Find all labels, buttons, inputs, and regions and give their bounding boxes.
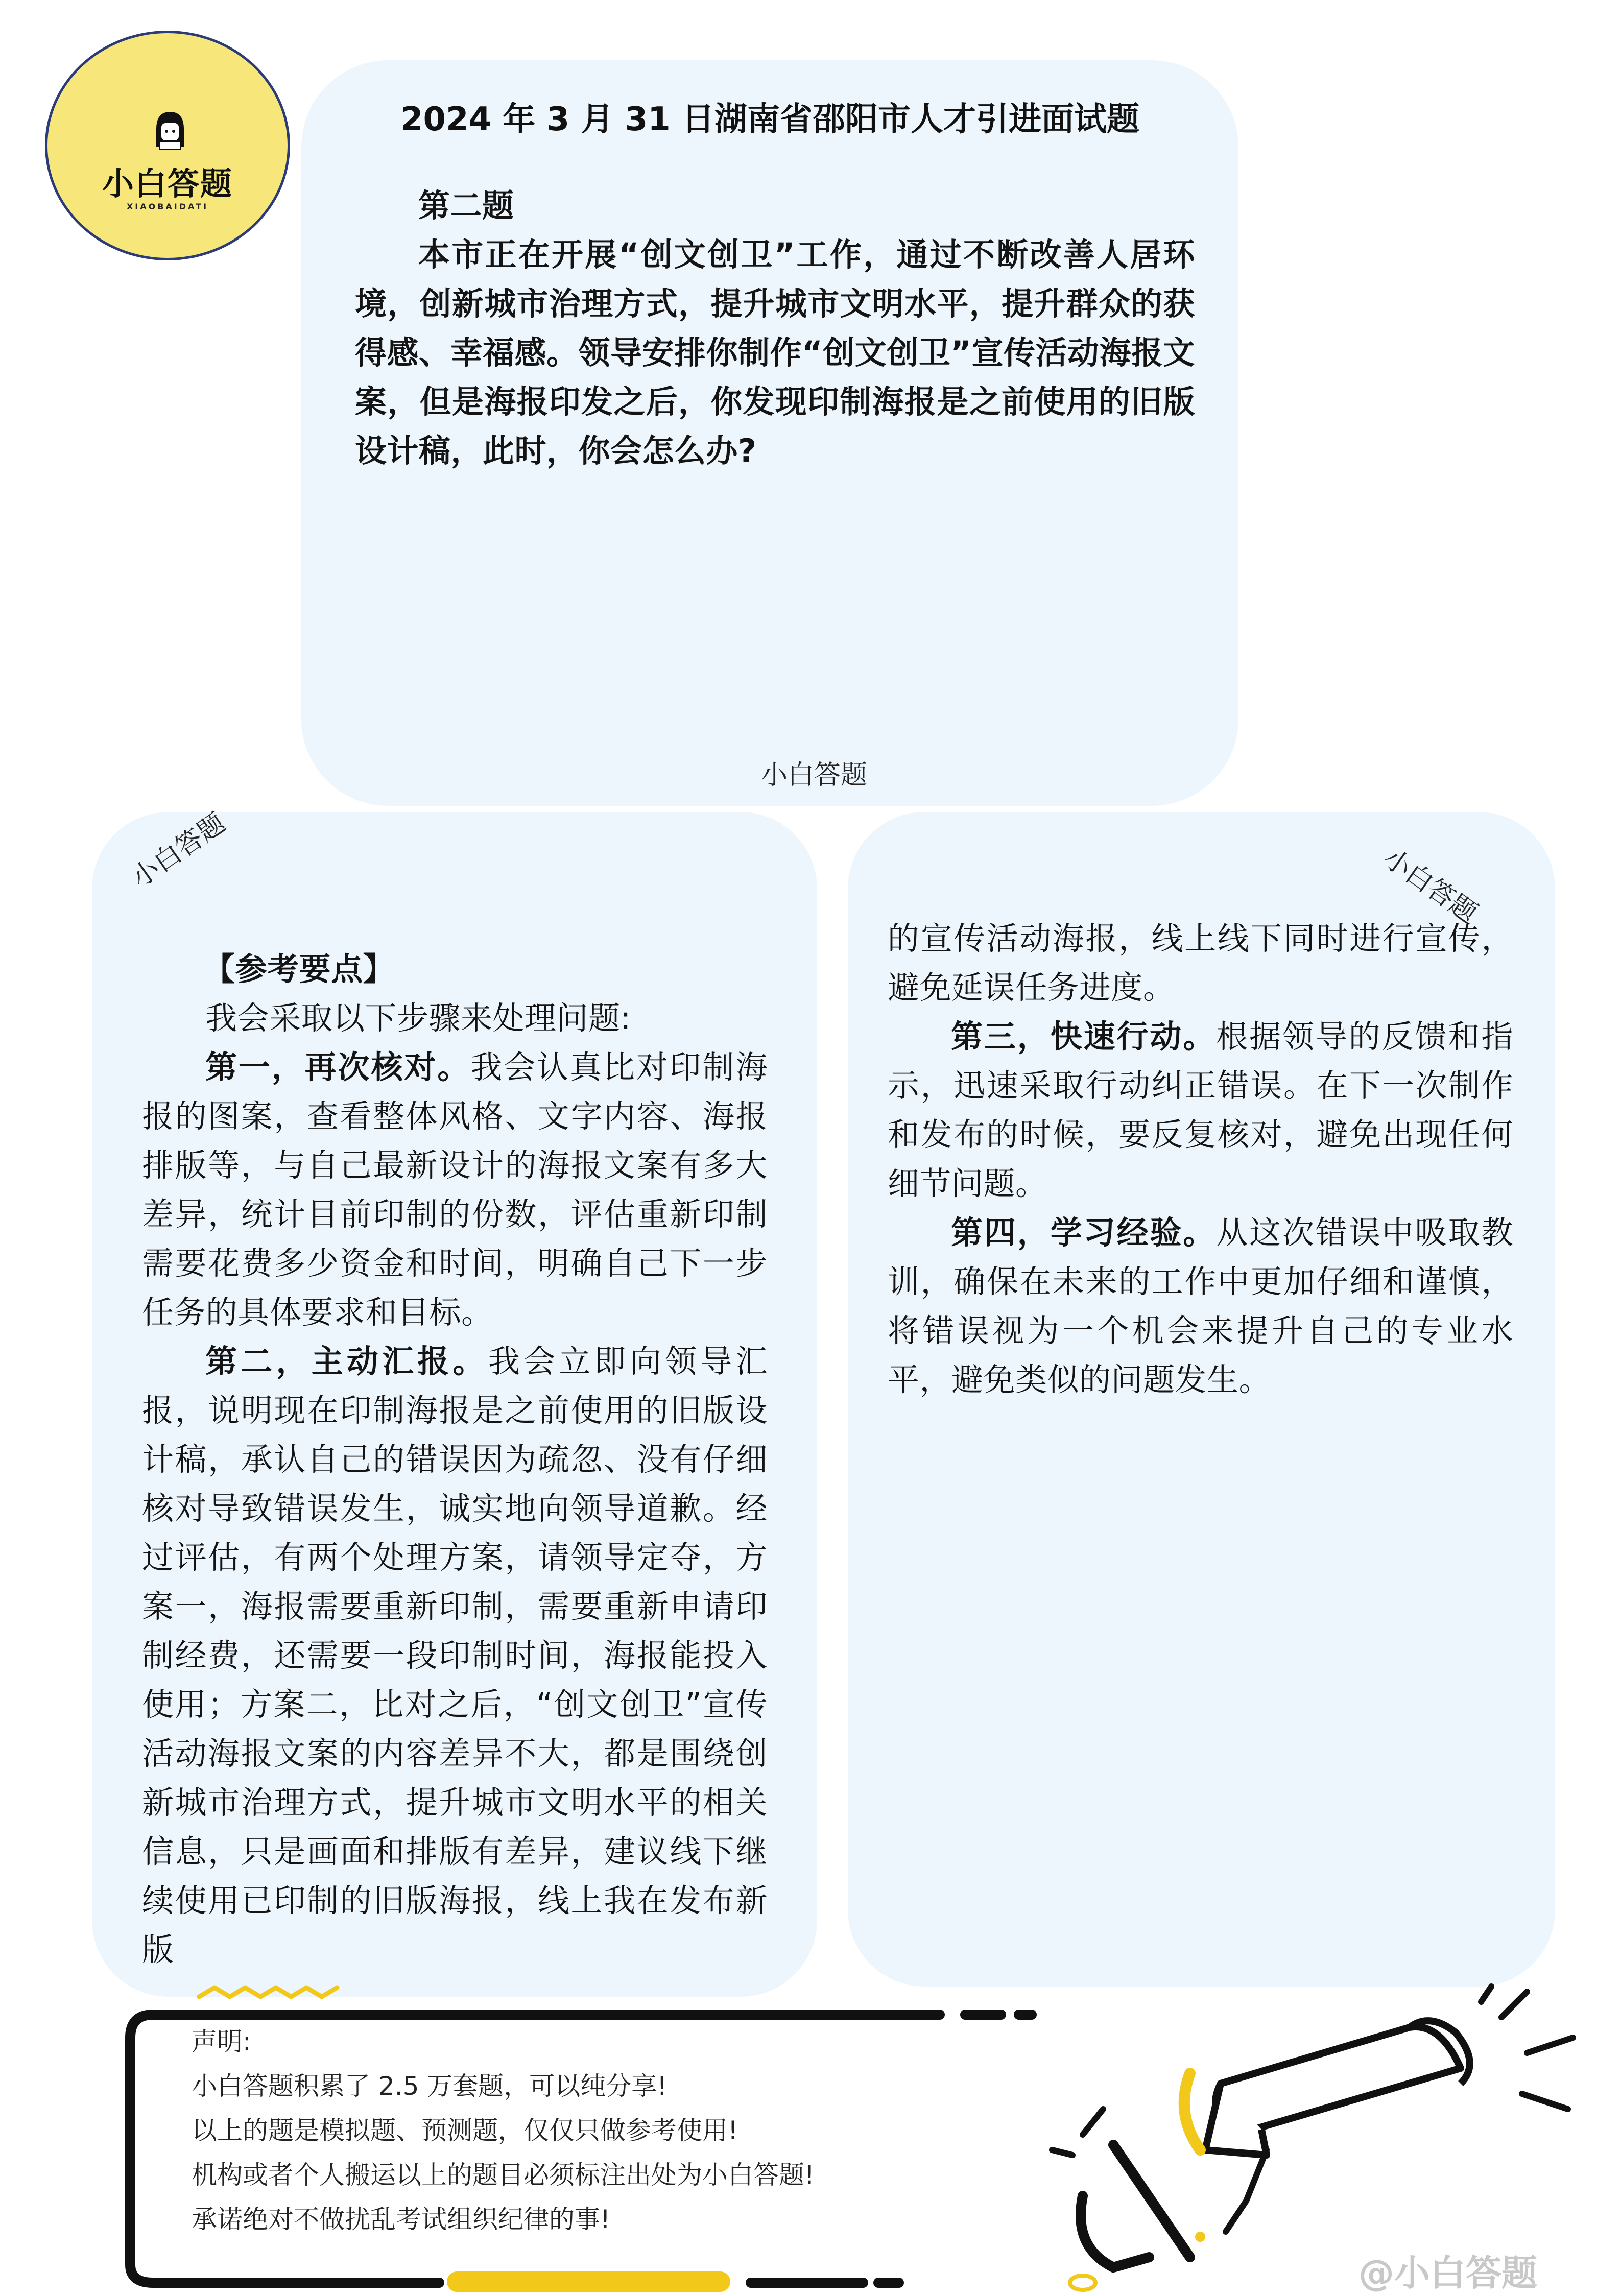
answer-intro: 我会采取以下步骤来处理问题: (205, 999, 631, 1037)
question-heading: 第二题 (418, 187, 514, 224)
question-body (355, 181, 1195, 475)
point-3 (888, 1012, 1513, 1208)
disclaimer (192, 2020, 815, 2242)
answer-right-column (888, 914, 1513, 1404)
point-1-text: 我会认真比对印制海报的图案，查看整体风格、文字内容、海报排版等，与自己最新设计的海报文案有多大差异，统计目前印制的份数，评估重新印制需要花费多少资金和时间，明确自己下一步任务的具体要求和目标。 (142, 1048, 768, 1331)
logo-brand-text: 小白答题 (102, 165, 233, 202)
point-2-text: 我会立即向领导汇报，说明现在印制海报是之前使用的旧版设计稿，承认自己的错误因为疏忽、没有仔细核对导致错误发生，诚实地向领导道歉。经过评估，有两个处理方案，请领导定夺，方案一，海报需要重新印制，需要重新申请印制经费，还需要一段印制时间，海报能投入使用；方案二，比对之后，“创文创卫”宣传活动海报文案的内容差异不大，都是围绕创新城市治理方式，提升城市文明水平的相关信息，只是画面和排版有差异，建议线下继续使用已印制的旧版海报，线上我在发布新版 (142, 1343, 768, 1968)
weibo-watermark: @小白答题 (1358, 2252, 1537, 2294)
point-2 (142, 1337, 768, 1974)
question-watermark: 小白答题 (761, 760, 868, 791)
disclaimer-title: 声明: (192, 2027, 251, 2056)
disclaimer-line: 以上的题是模拟题、预测题，仅仅只做参考使用! (192, 2116, 738, 2145)
point-2-lead: 第二，主动汇报。 (205, 1343, 488, 1380)
answer-left-column (142, 945, 768, 1974)
disclaimer-line: 承诺绝对不做扰乱考试组织纪律的事! (192, 2205, 611, 2234)
points-label: 【参考要点】 (203, 950, 395, 988)
disclaimer-line: 机构或者个人搬运以上的题目必须标注出处为小白答题! (192, 2160, 815, 2190)
girl-avatar-icon (152, 110, 188, 151)
point-1 (142, 1043, 768, 1337)
brand-logo (45, 31, 290, 260)
right-watermark: 小白答题 (1378, 843, 1483, 929)
question-title: 2024 年 3 月 31 日湖南省邵阳市人才引进面试题 (400, 101, 1140, 138)
disclaimer-line: 小白答题积累了 2.5 万套题，可以纯分享! (192, 2071, 668, 2101)
point-3-lead: 第三，快速行动。 (951, 1018, 1217, 1055)
point-4-text: 从这次错误中吸取教训，确保在未来的工作中更加仔细和谨慎，将错误视为一个机会来提升自己的专业水平，避免类似的问题发生。 (888, 1214, 1513, 1398)
logo-sub-text: XIAOBAIDATI (126, 202, 209, 211)
point-2-continued: 的宣传活动海报，线上线下同时进行宣传，避免延误任务进度。 (888, 920, 1513, 1006)
question-text: 本市正在开展“创文创卫”工作，通过不断改善人居环境，创新城市治理方式，提升城市文明水平，提升群众的获得感、幸福感。领导安排你制作“创文创卫”宣传活动海报文案，但是海报印发之后，你发现印制海报是之前使用的旧版设计稿，此时，你会怎么办? (355, 236, 1195, 469)
point-4 (888, 1208, 1513, 1404)
point-1-lead: 第一，再次核对。 (205, 1048, 471, 1086)
left-watermark: 小白答题 (126, 807, 231, 894)
point-4-lead: 第四，学习经验。 (951, 1214, 1217, 1251)
point-3-text: 根据领导的反馈和指示，迅速采取行动纠正错误。在下一次制作和发布的时候，要反复核对，避免出现任何细节问题。 (888, 1018, 1513, 1202)
